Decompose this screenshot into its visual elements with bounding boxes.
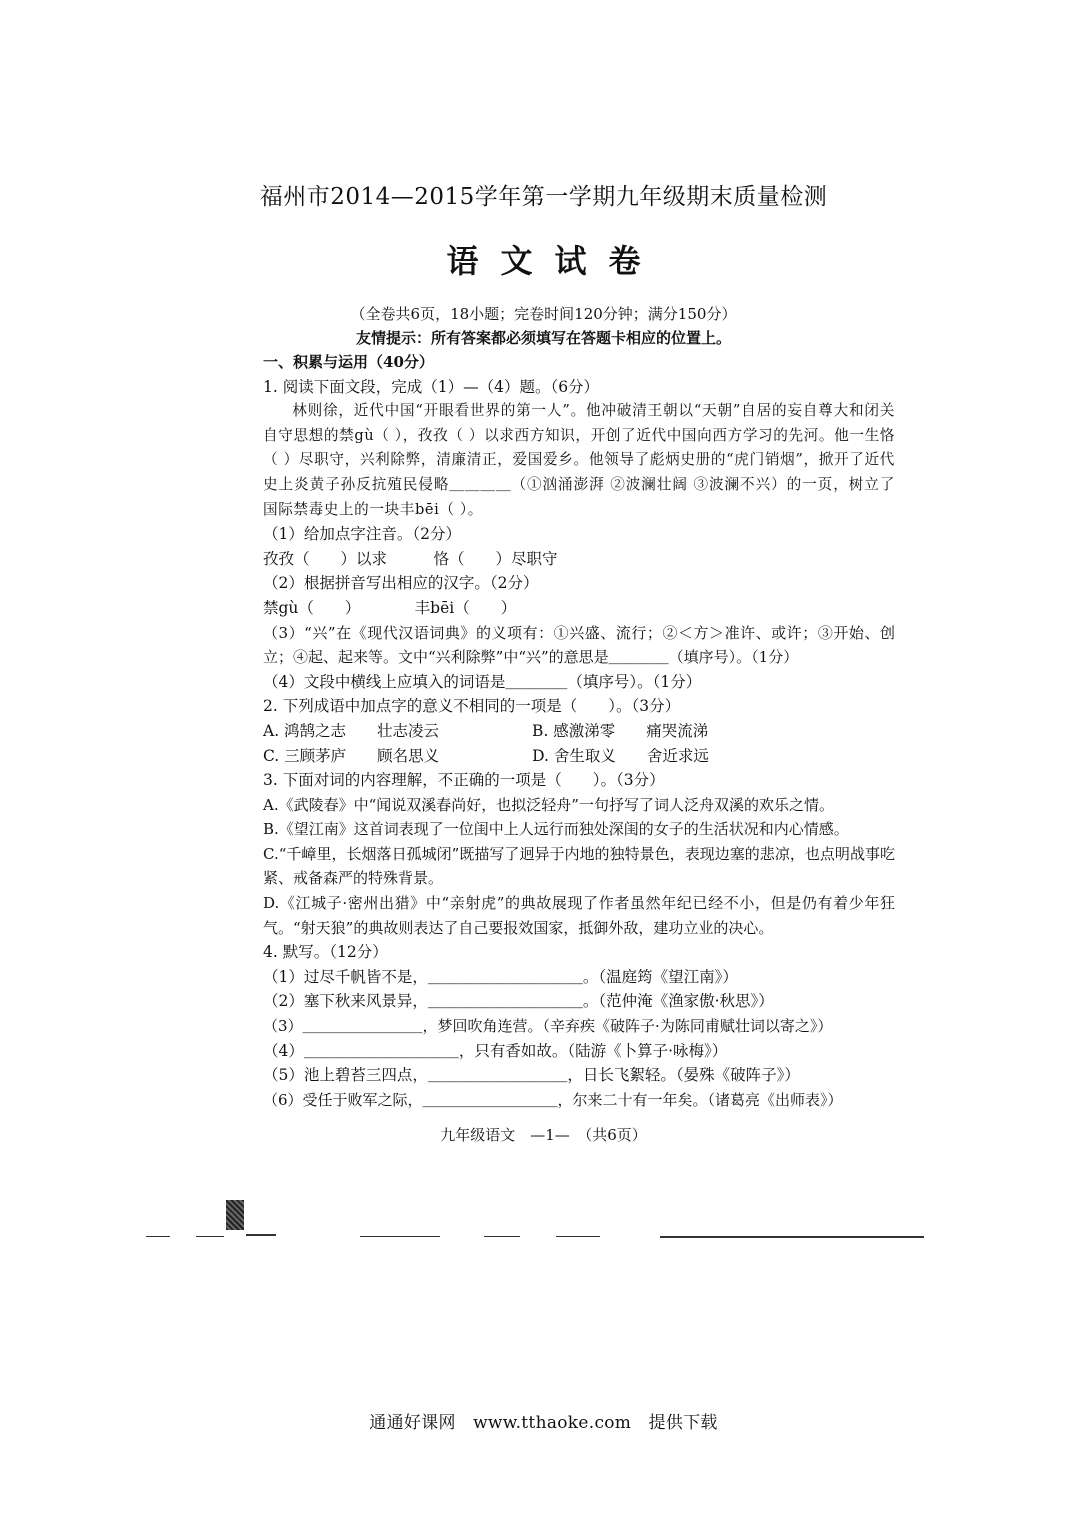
scan-artifact-line (246, 1234, 276, 1236)
section-heading: 一、积累与运用（40分） (263, 353, 434, 371)
question-1-sub1-answer-line: 孜孜（ ）以求 恪（ ）尽职守 (263, 549, 558, 568)
question-3-option-b: B.《望江南》这首词表现了一位闺中上人远行而独处深闺的女子的生活状况和内心情感。 (263, 820, 849, 839)
question-1-stem: 1. 阅读下面文段，完成（1）—（4）题。（6分） (263, 377, 600, 396)
question-4-item: （3）＿＿＿＿＿＿＿＿，梦回吹角连营。（辛弃疾《破阵子·为陈同甫赋壮词以寄之》） (263, 1017, 833, 1036)
scan-artifact-line (196, 1236, 224, 1237)
question-2-options-ab: A. 鸿鹄之志 壮志凌云 B. 感激涕零 痛哭流涕 (263, 721, 709, 740)
question-4-item: （2）塞下秋来风景异，＿＿＿＿＿＿＿＿＿＿。（范仲淹《渔家傲·秋思》） (263, 992, 774, 1011)
question-4-item: （1）过尽千帆皆不是，＿＿＿＿＿＿＿＿＿＿。（温庭筠《望江南》） (263, 967, 738, 986)
scan-artifact-line (360, 1236, 440, 1237)
page-footer: 九年级语文 —1— （共6页） (440, 1126, 647, 1144)
question-1-sub1: （1）给加点字注音。（2分） (263, 525, 461, 544)
question-1-passage: 林则徐，近代中国“开眼看世界的第一人”。他冲破清王朝以“天朝”自居的妄自尊大和闭关自守思想的禁gù（ ），孜孜（ ）以求西方知识，开创了近代中国向西方学习的先河。他一生恪（ ）尽职守，兴利除弊，清廉清正，爱国爱乡。他领导了彪炳史册的“虎门销烟”，掀开了近代史上炎黄子孙反抗殖民侵略＿＿＿＿（①汹涌澎湃 ②波澜壮阔 ③波澜不兴）的一页，树立了国际禁毒史上的一块丰bēi（ ）。 (263, 402, 895, 518)
question-1-sub3: （3）“兴”在《现代汉语词典》的义项有：①兴盛、流行；②＜方＞准许、或许；③开始、创立；④起、起来等。文中“兴利除弊”中“兴”的意思是＿＿＿＿（填序号）。（1分） (263, 623, 895, 667)
exam-subject: 语文试卷 (446, 242, 663, 280)
question-1-sub4: （4）文段中横线上应填入的词语是＿＿＿＿（填序号）。（1分） (263, 672, 702, 691)
scan-artifact-line (556, 1236, 600, 1237)
question-2-options-cd: C. 三顾茅庐 顾名思义 D. 舍生取义 舍近求远 (263, 746, 709, 765)
scan-artifact-line (660, 1236, 924, 1238)
question-3-option-d: D.《江城子·密州出猎》中“亲射虎”的典故展现了作者虽然年纪已经不小，但是仍有着少年狂气。“射天狼”的典故则表达了自己要报效国家，抵御外敌，建功立业的决心。 (263, 894, 895, 937)
question-4-stem: 4. 默写。（12分） (263, 943, 388, 962)
download-credit: 通通好课网 www.tthaoke.com 提供下载 (369, 1413, 718, 1433)
friendly-tip: 友情提示：所有答案都必须填写在答题卡相应的位置上。 (355, 329, 731, 347)
scan-artifact-line (484, 1236, 520, 1237)
question-1-sub2: （2）根据拼音写出相应的汉字。（2分） (263, 574, 539, 593)
question-2-stem: 2. 下列成语中加点字的意义不相同的一项是（ ）。（3分） (263, 697, 681, 716)
question-4-item: （4）＿＿＿＿＿＿＿＿＿＿，只有香如故。（陆游《卜算子·咏梅》） (263, 1041, 728, 1060)
question-4-item: （5）池上碧苔三四点，＿＿＿＿＿＿＿＿＿，日长飞絮轻。（晏殊《破阵子》） (263, 1066, 800, 1085)
question-3-option-c: C.“千嶂里，长烟落日孤城闭”既描写了迥异于内地的独特景色，表现边塞的悲凉，也点明战事吃紧、戒备森严的特殊背景。 (263, 844, 895, 888)
question-3-option-a: A.《武陵春》中“闻说双溪春尚好，也拟泛轻舟”一句抒写了词人泛舟双溪的欢乐之情。 (263, 795, 834, 814)
question-1-sub2-answer-line: 禁gù（ ） 丰bēi（ ） (263, 598, 517, 617)
question-4-item: （6）受任于败军之际，＿＿＿＿＿＿＿＿＿，尔来二十有一年矣。（诸葛亮《出师表》） (263, 1090, 843, 1109)
exam-content (263, 350, 895, 1112)
exam-info: （全卷共6页，18小题；完卷时间120分钟；满分150分） (350, 305, 737, 323)
exam-title: 福州市2014—2015学年第一学期九年级期末质量检测 (259, 184, 828, 210)
scan-artifact-line (146, 1236, 170, 1237)
question-3-stem: 3. 下面对词的内容理解，不正确的一项是（ ）。（3分） (263, 771, 665, 790)
scan-artifact-mark (226, 1200, 244, 1230)
